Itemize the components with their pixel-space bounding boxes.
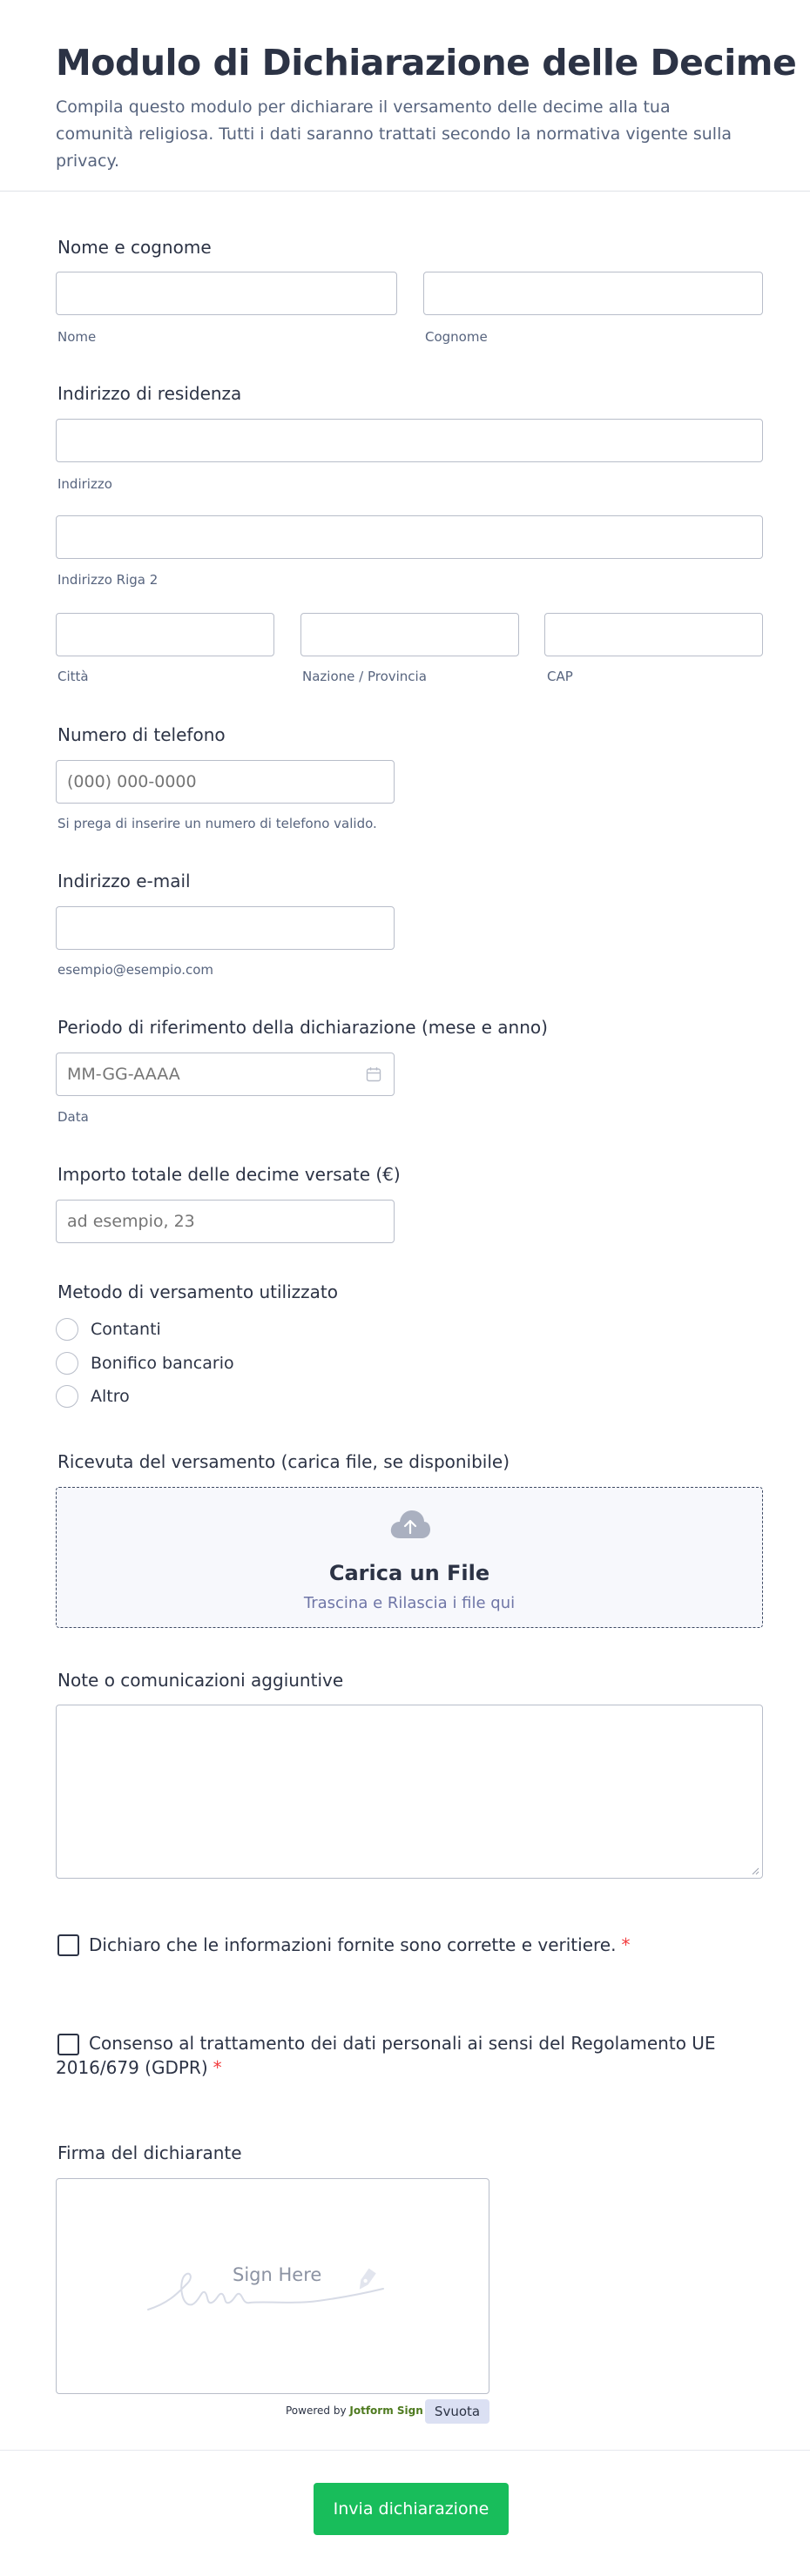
last-name-input[interactable] bbox=[423, 272, 763, 315]
clear-signature-button[interactable]: Svuota bbox=[425, 2399, 489, 2424]
state-input[interactable] bbox=[300, 613, 519, 656]
radio-button[interactable] bbox=[56, 1385, 78, 1408]
radio-label: Altro bbox=[91, 1387, 130, 1406]
phone-input[interactable] bbox=[56, 760, 395, 804]
receipt-label: Ricevuta del versamento (carica file, se disponibile) bbox=[57, 1451, 510, 1472]
jotform-sign-brand: Jotform Sign bbox=[349, 2404, 423, 2417]
declaration-label bbox=[89, 1933, 630, 1958]
address-label: Indirizzo di residenza bbox=[57, 383, 242, 404]
consent-checkbox[interactable] bbox=[57, 2034, 79, 2055]
email-sublabel: esempio@esempio.com bbox=[57, 962, 214, 978]
radio-label: Bonifico bancario bbox=[91, 1354, 234, 1373]
state-sublabel: Nazione / Provincia bbox=[302, 669, 427, 684]
declaration-checkbox[interactable] bbox=[57, 1934, 79, 1956]
divider bbox=[0, 2450, 810, 2451]
consent-label-line1: Consenso al trattamento dei dati personali ai sensi del Regolamento UE bbox=[89, 2033, 716, 2054]
phone-label: Numero di telefono bbox=[57, 724, 226, 745]
date-sublabel: Data bbox=[57, 1109, 89, 1125]
address-line1-input[interactable] bbox=[56, 419, 763, 462]
radio-button[interactable] bbox=[56, 1318, 78, 1341]
email-label: Indirizzo e-mail bbox=[57, 871, 191, 891]
name-label: Nome e cognome bbox=[57, 237, 212, 258]
upload-subtitle: Trascina e Rilascia i file qui bbox=[303, 1594, 516, 1612]
zip-input[interactable] bbox=[544, 613, 763, 656]
form-subtitle: Compila questo modulo per dichiarare il versamento delle decime alla tua comunità religiosa. Tutti i dati saranno trattati secondo la normativa vigente sulla privacy. bbox=[56, 98, 732, 171]
radio-button[interactable] bbox=[56, 1352, 78, 1375]
notes-label: Note o comunicazioni aggiuntive bbox=[57, 1670, 344, 1691]
first-name-sublabel: Nome bbox=[57, 329, 97, 345]
powered-by bbox=[286, 2404, 423, 2417]
date-input[interactable] bbox=[56, 1053, 395, 1096]
city-sublabel: Città bbox=[57, 669, 89, 684]
submit-button[interactable]: Invia dichiarazione bbox=[314, 2483, 509, 2535]
amount-label: Importo totale delle decime versate (€) bbox=[57, 1164, 401, 1185]
signature-label: Firma del dichiarante bbox=[57, 2142, 242, 2163]
form-header bbox=[0, 0, 810, 192]
last-name-sublabel: Cognome bbox=[425, 329, 488, 345]
address-line1-sublabel: Indirizzo bbox=[57, 476, 112, 492]
form-title: Modulo di Dichiarazione delle Decime bbox=[56, 42, 797, 84]
first-name-input[interactable] bbox=[56, 272, 397, 315]
period-label: Periodo di riferimento della dichiarazione (mese e anno) bbox=[57, 1017, 548, 1038]
declaration-text: Dichiaro che le informazioni fornite sono corrette e veritiere. bbox=[89, 1934, 617, 1955]
resize-handle-icon[interactable] bbox=[751, 1866, 759, 1875]
consent-text-line2: 2016/679 (GDPR) bbox=[56, 2057, 208, 2078]
sign-here-placeholder: Sign Here bbox=[233, 2264, 322, 2285]
amount-input[interactable] bbox=[56, 1200, 395, 1243]
radio-label: Contanti bbox=[91, 1320, 161, 1339]
email-input[interactable] bbox=[56, 906, 395, 950]
notes-textarea[interactable] bbox=[56, 1705, 763, 1879]
required-mark: * bbox=[213, 2057, 222, 2078]
radio-option-bonifico[interactable] bbox=[56, 1352, 234, 1375]
method-label: Metodo di versamento utilizzato bbox=[57, 1281, 338, 1302]
phone-sublabel: Si prega di inserire un numero di telefono valido. bbox=[57, 816, 377, 831]
zip-sublabel: CAP bbox=[547, 669, 573, 684]
upload-title: Carica un File bbox=[328, 1561, 490, 1585]
radio-option-contanti[interactable] bbox=[56, 1318, 161, 1341]
signature-pad[interactable] bbox=[56, 2178, 489, 2394]
consent-label-line2 bbox=[56, 2055, 222, 2081]
powered-prefix: Powered by bbox=[286, 2404, 347, 2417]
required-mark: * bbox=[621, 1934, 631, 1955]
address-line2-input[interactable] bbox=[56, 515, 763, 559]
calendar-icon[interactable] bbox=[366, 1066, 381, 1082]
radio-option-altro[interactable] bbox=[56, 1385, 130, 1408]
address-line2-sublabel: Indirizzo Riga 2 bbox=[57, 572, 159, 588]
cloud-upload-icon bbox=[389, 1509, 431, 1540]
city-input[interactable] bbox=[56, 613, 274, 656]
file-upload-dropzone[interactable] bbox=[56, 1487, 763, 1628]
